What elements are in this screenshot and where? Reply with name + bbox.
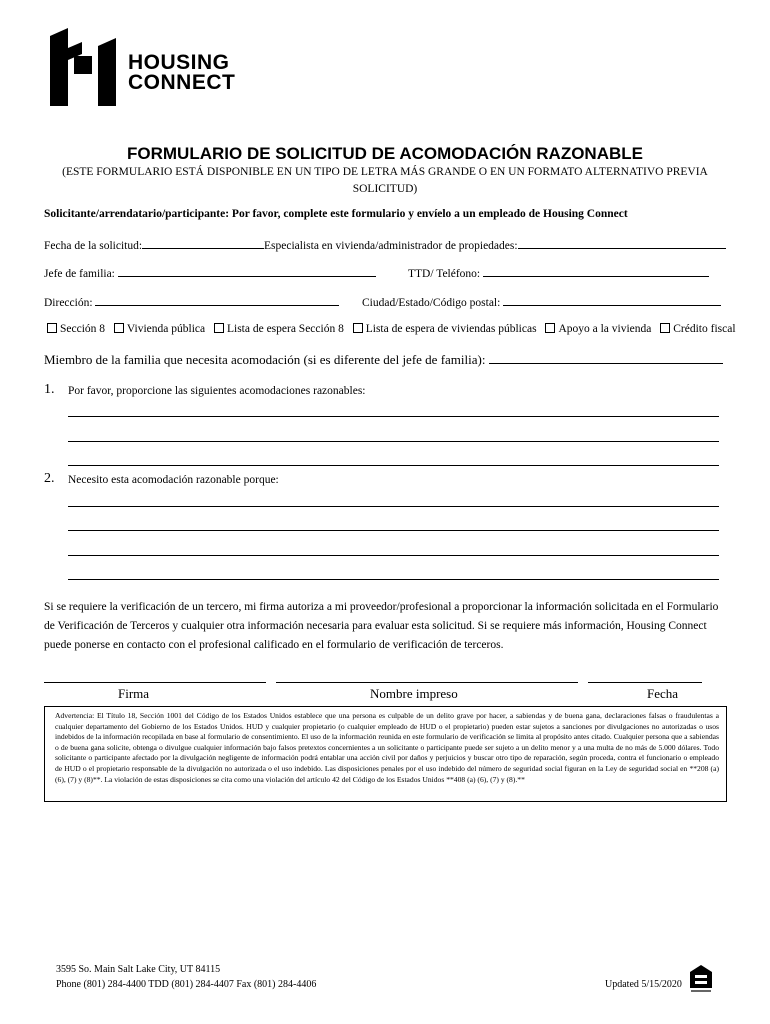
answer-2-line[interactable] — [68, 579, 719, 580]
answer-2-line[interactable] — [68, 506, 719, 507]
direccion-label: Dirección: — [44, 297, 93, 309]
verification-paragraph: Si se requiere la verificación de un tercero, mi firma autoriza a mi proveedor/profesional a proporcionar la información solicitada en el Formulario de Verificación de Terceros y cualquier otra información necesaria para evaluar esta solicitud. Si se requiere más información, Housing Connect puede ponerse en contacto con el profesional calificado en el formulario de verificación de terceros. — [44, 601, 719, 651]
nombre-impreso-label: Nombre impreso — [370, 686, 458, 701]
miembro-label: Miembro de la familia que necesita acomodación (si es diferente del jefe de familia): — [44, 352, 486, 367]
question-2-text: Necesito esta acomodación razonable porque: — [68, 474, 279, 486]
answer-1-line[interactable] — [68, 416, 719, 417]
question-2-number: 2. — [44, 471, 55, 486]
form-title: FORMULARIO DE SOLICITUD DE ACOMODACIÓN RAZONABLE — [127, 144, 643, 163]
miembro-row — [44, 352, 723, 368]
answer-1-line[interactable] — [68, 465, 719, 466]
jefe-familia-label: Jefe de familia: — [44, 268, 115, 280]
especialista-label: Especialista en vivienda/administrador de propiedades: — [264, 240, 518, 252]
direccion-field[interactable] — [95, 295, 339, 306]
jefe-familia-row — [44, 266, 376, 280]
question-1-number: 1. — [44, 382, 55, 397]
footer-address: 3595 So. Main Salt Lake City, UT 84115 — [56, 964, 221, 975]
question-1-text: Por favor, proporcione las siguientes acomodaciones razonables: — [68, 385, 366, 397]
warning-box — [44, 706, 727, 802]
program-label-lista-viviendas: Lista de espera de viviendas públicas — [365, 323, 537, 335]
especialista-field[interactable] — [518, 238, 726, 249]
program-label-lista-seccion8: Lista de espera Sección 8 — [226, 323, 344, 335]
especialista-row — [264, 238, 726, 252]
checkbox-icon[interactable] — [353, 323, 363, 333]
checkbox-icon[interactable] — [545, 323, 555, 333]
housing-connect-logo-icon — [48, 26, 118, 108]
checkbox-icon[interactable] — [660, 323, 670, 333]
fecha-label: Fecha — [647, 686, 679, 701]
instruction-text: Solicitante/arrendatario/participante: Por favor, complete este formulario y envíelo a un empleado de Housing Connect — [44, 208, 628, 220]
program-label-seccion8: Sección 8 — [60, 323, 106, 335]
checkbox-icon[interactable] — [214, 323, 224, 333]
answer-1-line[interactable] — [68, 441, 719, 442]
ciudad-row — [362, 295, 721, 309]
warning-text: Advertencia: El Título 18, Sección 1001 del Código de los Estados Unidos establece que una persona es culpable de un delito grave por hacer, a sabiendas y de buena gana, declaraciones falsas o fraudulentas a cualquier departamento del Gobierno de los Estados Unidos. HUD y cualquier propietario (o cualquier empleado de HUD o el propietario) pueden estar sujetos a sanciones por divulgaciones no autorizadas o usos indebidos de la información recopilada en base al formulario de consentimiento. El uso de la información reunida en este formulario de verificación se limita al propósito antes citado. Cualquier persona que a sabiendas o de buena gana solicite, obtenga o divulgue cualquier información bajo falsos pretextos concernientes a un solicitante o participante puede ser sujeto a un delito menor y a una multa de no más de 5.000 dólares. Todo solicitante o participante afectado por la divulgación negligente de información podrá entablar una acción civil por daños y perjuicios y buscar otro tipo de reparación, según proceda, contra el funcionario o empleado de HUD o el propietario responsable de la divulgación no autorizada o el uso indebido. Las disposiciones penales por el uso indebido del número de seguridad social figuran en la Ley de seguridad social en **208 (a) (6), (7) y (8)**. La violación de estas disposiciones se cita como una violación del artículo 42 del Código de los Estados Unidos **408 (a) (6), (7) y (8).** — [55, 711, 719, 784]
fecha-solicitud-field[interactable] — [142, 238, 264, 249]
logo-text-connect: CONNECT — [128, 71, 236, 94]
equal-housing-opportunity-icon — [689, 964, 713, 994]
checkbox-icon[interactable] — [114, 323, 124, 333]
nombre-impreso-line[interactable] — [276, 682, 578, 683]
form-subtitle: (ESTE FORMULARIO ESTÁ DISPONIBLE EN UN TIPO DE LETRA MÁS GRANDE O EN UN FORMATO ALTERNATIVO PREVIA SOLICITUD) — [62, 166, 708, 195]
jefe-familia-field[interactable] — [118, 266, 376, 277]
ttd-telefono-row — [408, 266, 709, 280]
ttd-telefono-field[interactable] — [483, 266, 709, 277]
program-label-vivienda-publica: Vivienda pública — [126, 323, 206, 335]
firma-label: Firma — [118, 686, 150, 701]
footer-phones: Phone (801) 284-4400 TDD (801) 284-4407 Fax (801) 284-4406 — [56, 979, 317, 990]
ciudad-field[interactable] — [503, 295, 721, 306]
firma-line[interactable] — [44, 682, 266, 683]
ttd-telefono-label: TTD/ Teléfono: — [408, 268, 481, 280]
fecha-solicitud-row — [44, 238, 264, 252]
logo-text-housing: HOUSING — [128, 51, 230, 74]
program-label-apoyo-vivienda: Apoyo a la vivienda — [558, 323, 652, 335]
checkbox-icon[interactable] — [47, 323, 57, 333]
answer-2-line[interactable] — [68, 555, 719, 556]
fecha-solicitud-label: Fecha de la solicitud: — [44, 240, 143, 252]
miembro-field[interactable] — [489, 353, 723, 364]
answer-2-line[interactable] — [68, 530, 719, 531]
footer-updated: Updated 5/15/2020 — [605, 979, 682, 990]
program-label-credito-fiscal: Crédito fiscal — [673, 323, 736, 335]
program-checkboxes — [44, 323, 736, 335]
fecha-line[interactable] — [588, 682, 702, 683]
ciudad-label: Ciudad/Estado/Código postal: — [362, 297, 501, 309]
direccion-row — [44, 295, 339, 309]
